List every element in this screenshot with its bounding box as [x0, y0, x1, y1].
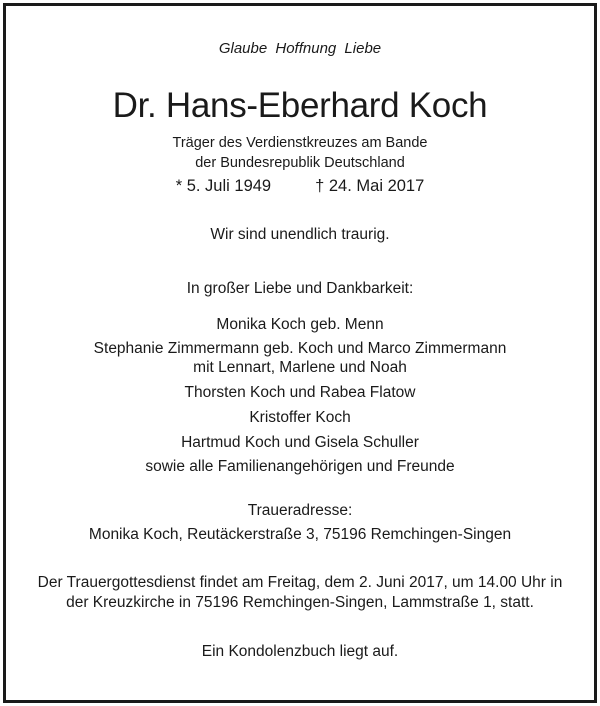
condolence-note: Ein Kondolenzbuch liegt auf. — [201, 643, 399, 660]
motto: Glaube Hoffnung Liebe — [218, 40, 382, 57]
family-member: Hartmud Koch und Gisela Schuller — [181, 434, 419, 451]
family-member: sowie alle Familienangehörigen und Freunde — [145, 458, 455, 475]
family-member: Thorsten Koch und Rabea Flatow — [184, 384, 416, 401]
life-dates — [6, 174, 594, 198]
address-label: Traueradresse: — [247, 502, 353, 519]
birth-date: * 5. Juli 1949 — [175, 177, 272, 195]
mourning-address: Monika Koch, Reutäckerstraße 3, 75196 Remchingen-Singen — [88, 526, 512, 543]
service-info-line-2: der Kreuzkirche in 75196 Remchingen-Singen, Lammstraße 1, statt. — [66, 594, 534, 611]
love-line: In großer Liebe und Dankbarkeit: — [186, 280, 414, 297]
family-member: Monika Koch geb. Menn — [216, 316, 384, 333]
family-member: Stephanie Zimmermann geb. Koch und Marco Zimmermann — [93, 340, 507, 357]
family-member: Kristoffer Koch — [249, 409, 351, 426]
family-member: mit Lennart, Marlene und Noah — [193, 359, 407, 376]
deceased-name: Dr. Hans-Eberhard Koch — [112, 86, 488, 125]
honor-line-1: Träger des Verdienstkreuzes am Bande — [172, 135, 428, 151]
death-date: † 24. Mai 2017 — [315, 177, 425, 195]
sorrow-statement: Wir sind unendlich traurig. — [210, 226, 390, 243]
honor-line-2: der Bundesrepublik Deutschland — [195, 155, 405, 171]
service-info-line-1: Der Trauergottesdienst findet am Freitag, dem 2. Juni 2017, um 14.00 Uhr in — [37, 574, 563, 591]
